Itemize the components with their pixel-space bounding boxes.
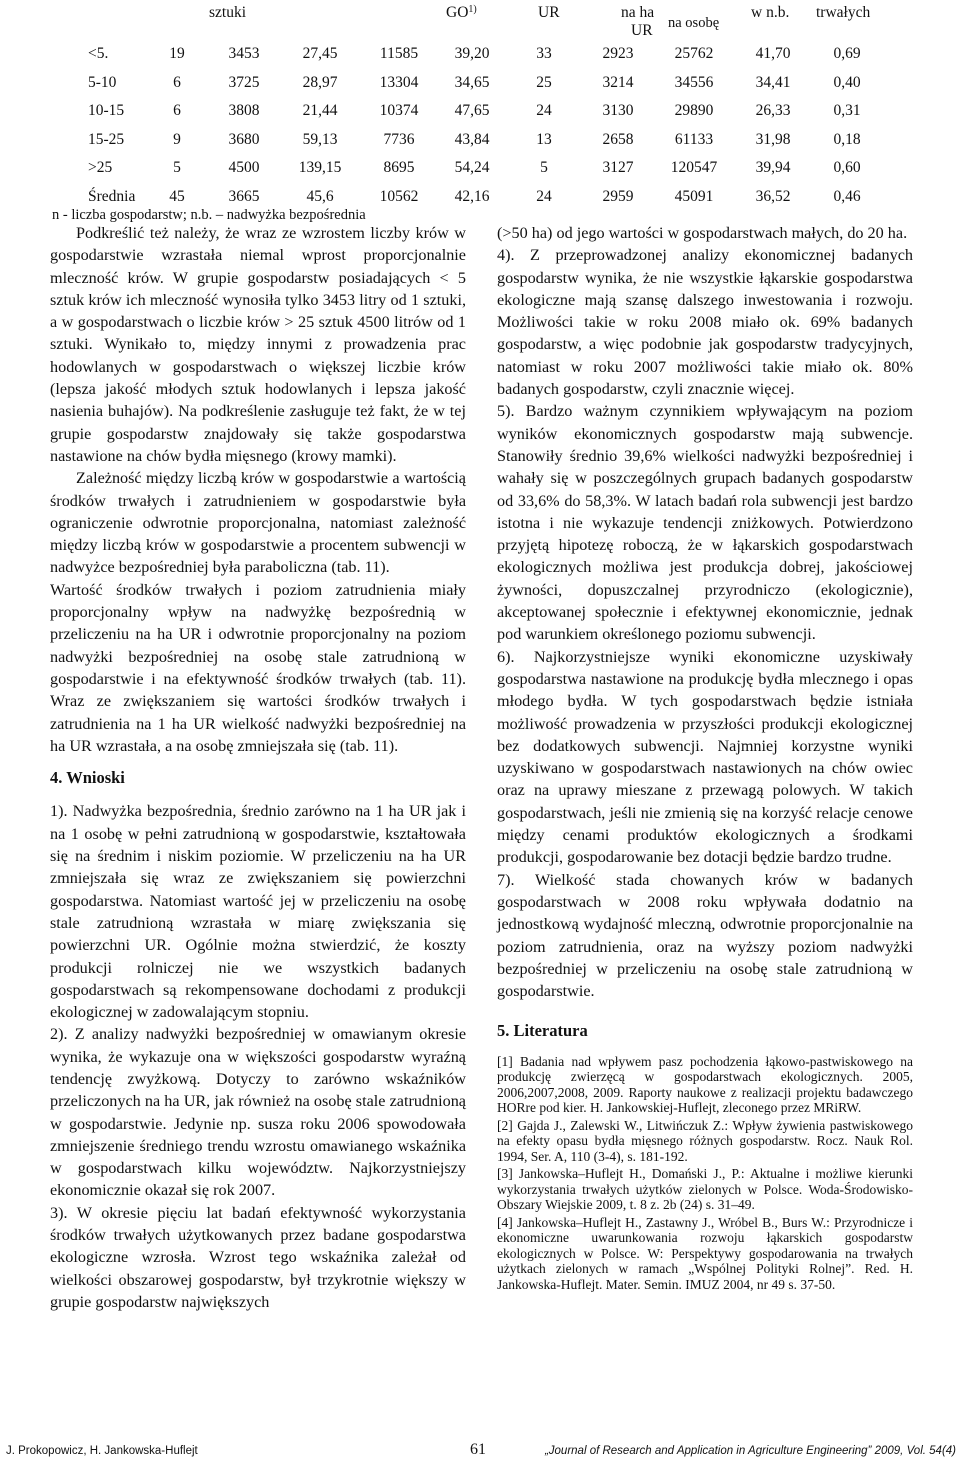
table-cell: 24 (536, 187, 552, 205)
table-cell: Średnia (88, 187, 136, 205)
table-cell: 5 (540, 159, 548, 177)
table-cell: 39,20 (454, 45, 490, 63)
table-cell: 0,69 (833, 45, 861, 63)
table-cell: 42,16 (454, 187, 490, 205)
table-cell: 0,46 (833, 187, 861, 205)
header-na-osobe: na osobę (668, 15, 720, 31)
table-cell: 3453 (228, 45, 260, 63)
table-cell: 8695 (383, 159, 415, 177)
table-cell: 45 (169, 187, 185, 205)
paragraph: Podkreślić też należy, że wraz ze wzrostem liczby krów w gospodarstwie wzrastała niemal wprost proporcjonalnie mleczność krów. W grupie gospodarstw posiadających < 5 sztuk krów ich mleczność wynosiła tylko 3453 litry od 1 sztuki, a w gospodarstwach o liczbie krów > 25 sztuk 4500 litrów od 1 sztuki. Wynikało to, między innymi z prowadzenia prac hodowlanych w gospodarstwach o większej liczbie krów (lepsza jakość młodych sztuk hodowlanych i lepsza jakość nasienia buhajów). Na podkreślenie zasługuje też fakt, że w tej grupie gospodarstw znajdowały się także gospodarstwa nastawione na chów bydła mięsnego (krowy mamki). (50, 224, 466, 465)
conclusion-item: 5). Bardzo ważnym czynnikiem wpływającym na poziom wyników ekonomicznych gospodarstw mają subwencje. Stanowiły średnio 39,6% wielkości nadwyżki bezpośredniej i wahały się w poszczególnych grupach badanych gospodarstw od 33,6% do 58,3%. W latach badań rola subwencji jest bardzo istotna i nie wykazuje tendencji zniżkowych. Potwierdzono przyjętą hipotezę roboczą, że w łąkarskich gospodarstwach ekologicznych możliwa jest produkcja dobrej, jakościowej żywności, dopuszczalnej przyrodniczo (ekologicznie), akceptowanej społecznie i efektywnej ekonomicznie, jednak pod warunkiem określonego poziomu subwencji. (497, 402, 913, 644)
reference-item: [1] Badania nad wpływem pasz pochodzenia łąkowo-pastwiskowego na produkcję zwierzęcą w gospodarstwach ekologicznych. 2005, 2006,2007,2008, 2009. Raporty naukowe z realizacji projektu badawczego HORre pod kier. H. Jankowskiej-Huflejt, zleconego przez MRiRW. (497, 1053, 913, 1116)
table-cell: 33 (536, 45, 552, 63)
table-cell: 24 (536, 102, 552, 120)
header-trwalych: trwałych (816, 4, 871, 21)
paragraph: (>50 ha) od jego wartości w gospodarstwach małych, do 20 ha. (497, 224, 908, 242)
table-row (82, 154, 882, 183)
table-cell: 41,70 (755, 45, 791, 63)
table-cell: 11585 (379, 45, 419, 63)
table-cell: 2658 (602, 130, 634, 148)
conclusion-item: 3). W okresie pięciu lat badań efektywność wykorzystania środków trwałych użytkowanych przez badane gospodarstwa ekologiczne wzrosła. Wzrost tego wskaźnika zależał od wielkości obszarowej gospodarstw, był trzykrotnie większy w grupie gospodarstw największych (50, 1203, 466, 1311)
table-cell: 0,18 (833, 130, 861, 148)
section-heading-wnioski: 4. Wnioski (50, 768, 125, 788)
table-cell: 2959 (602, 187, 634, 205)
table-cell: 0,60 (833, 159, 861, 177)
header-ur: UR (538, 4, 560, 21)
table-body (82, 40, 882, 211)
references-list (497, 1054, 913, 1293)
table-cell: 7736 (383, 130, 415, 148)
table-cell: 3725 (228, 73, 260, 91)
header-sztuki: sztuki (209, 4, 247, 21)
table-cell: >25 (88, 159, 113, 177)
table-cell: 6 (173, 102, 181, 120)
table-cell: 34,65 (454, 73, 490, 91)
table-cell: 3665 (228, 187, 260, 205)
conclusion-item: 7). Wielkość stada chowanych krów w badanych gospodarstwach w 2008 roku wpływała dodatnio na jednostkową wydajność mleczną, odwrotnie proporcjonalnie na poziom zatrudnienia, oraz na wyższy poziom nadwyżki bezpośredniej w przeliczeniu na osobę stale zatrudnioną w gospodarstwie. (497, 870, 913, 1001)
page-number: 61 (470, 1441, 486, 1458)
table-cell: 45091 (674, 187, 714, 205)
reference-item: [4] Jankowska–Huflejt H., Zastawny J., Wróbel B., Burs W.: Przyrodnicze i ekonomiczne uwarunkowania rozwoju łąkarskich gospodarstw ekologicznych w Polsce. W: Perspektywy gospodarowania na trwałych użytkach zielonych w ramach „Wspólnej Polityki Rolnej”. Red. H. Jankowska-Huflejt. Mater. Semin. IMUZ 2004, nr 49 s. 37-50. (497, 1214, 913, 1292)
header-go: GO$^{1)}$ (446, 4, 477, 21)
table-cell: 120547 (670, 159, 718, 177)
table-cell: 3808 (228, 102, 260, 120)
table-cell: 5 (173, 159, 181, 177)
header-na-ha: na ha (621, 4, 655, 21)
paragraph: Zależność między liczbą krów w gospodarstwie a wartością środków trwałych i zatrudnieniem w gospodarstwie była ograniczenie odwrotnie proporcjonalna, natomiast zależność między liczbą krów w gospodarstwie a procentem subwencji w nadwyżce bezpośredniej była paraboliczna (tab. 11). (50, 469, 466, 577)
table-cell: 3130 (602, 102, 634, 120)
table-cell: 28,97 (302, 73, 338, 91)
header-go-footnote: 1) (468, 4, 477, 15)
table-cell: 0,40 (833, 73, 861, 91)
table-cell: <5. (88, 45, 109, 63)
table-cell: 54,24 (454, 159, 490, 177)
section-heading-literatura: 5. Literatura (497, 1021, 588, 1041)
table-cell: 15-25 (88, 130, 125, 148)
conclusion-item: 6). Najkorzystniejsze wyniki ekonomiczne uzyskiwały gospodarstwa nastawione na produkcję bydła mlecznego i opas młodego bydła. W tych gospodarstwach będzie istniała możliwość prowadzenia w przyszłości produkcji ekologicznej bez dodatkowych subwencji. Najmniej korzystne wyniki uzyskiwano w gospodarstwach nastawionych na chów owiec oraz na uprawy mieszane z przewagą polowych. W takich gospodarstwach, jeśli nie zmienią się na korzyść relacje cenowe między cenami produktów ekologicznych a środkami produkcji, gospodarowanie bez dotacji będzie bardzo trudne. (497, 647, 913, 867)
table-cell: 39,94 (755, 159, 791, 177)
table-cell: 21,44 (302, 102, 338, 120)
table-cell: 36,52 (755, 187, 791, 205)
table-cell: 4500 (228, 159, 260, 177)
table-cell: 5-10 (88, 73, 117, 91)
table-cell: 59,13 (302, 130, 338, 148)
table-row (82, 126, 882, 155)
table-cell: 9 (173, 130, 181, 148)
table-cell: 3127 (602, 159, 634, 177)
table-cell: 19 (169, 45, 185, 63)
conclusion-item: 1). Nadwyżka bezpośrednia, średnio zarówno na 1 ha UR jak i na 1 osobę w pełni zatrudnioną w gospodarstwie, kształtowała się na średnim i niskim poziomie. W przeliczeniu na ha UR zmniejszała się wraz ze zwiększaniem się powierzchni gospodarstwa. Natomiast wartość jej w przeliczeniu na osobę stale zatrudnioną wzrastała w miarę zwiększania się powierzchni UR. Ogólnie można stwierdzić, że koszty produkcji rolniczej nie we wszystkich badanych gospodarstwach są rekompensowane dochodami z produkcji ekologicznej w zadowalającym stopniu. (50, 802, 466, 1022)
conclusion-item: 4). Z przeprowadzonej analizy ekonomicznej badanych gospodarstw wynika, że nie wszystkie łąkarskie gospodarstwa ekologiczne mają szansę dalszego inwestowania i rozwoju. Możliwości takie w roku 2008 miało ok. 69% badanych gospodarstw, a więc podobnie jak gospodarstw tradycyjnych, natomiast w roku 2007 możliwości takie miało ok. 80% badanych gospodarstw, czyli znacznie więcej. (497, 246, 913, 399)
table-row (82, 69, 882, 98)
table-cell: 6 (173, 73, 181, 91)
data-table (82, 40, 882, 211)
table-cell: 31,98 (755, 130, 791, 148)
table-cell: 3680 (228, 130, 260, 148)
footer-authors: J. Prokopowicz, H. Jankowska-Huflejt (6, 1445, 198, 1457)
table-cell: 61133 (674, 130, 714, 148)
header-ur-2: UR (631, 22, 653, 39)
table-cell: 43,84 (454, 130, 490, 148)
table-cell: 34556 (674, 73, 714, 91)
table-cell: 29890 (674, 102, 714, 120)
footer-journal: „Journal of Research and Application in Agriculture Engineering” 2009, Vol. 54(4) (544, 1445, 956, 1457)
table-cell: 13 (536, 130, 552, 148)
table-row (82, 40, 882, 69)
table-cell: 10562 (379, 187, 419, 205)
table-cell: 25 (536, 73, 552, 91)
conclusion-item: 2). Z analizy nadwyżki bezpośredniej w omawianym okresie wynika, że wykazuje ona w większości gospodarstw wyraźną tendencję zwyżkową. Dotyczy to zarówno wskaźników przeliczonych na ha UR, jak również na osobę stale zatrudnioną w gospodarstwie. Jedynie np. susza roku 2006 spowodowała zmniejszenie średniego trendu wzrostu omawianego wskaźnika w gospodarstwach kilku województw. Najkorzystniejszy ekonomicznie okazał się rok 2007. (50, 1025, 466, 1200)
paragraph: Wartość środków trwałych i poziom zatrudnienia miały proporcjonalny wpływ na nadwyżkę bezpośrednią w przeliczeniu na ha UR i odwrotnie proporcjonalny na poziom nadwyżki bezpośredniej na osobę stale zatrudnioną w gospodarstwie i na efektywność środków trwałych (tab. 11). Wraz ze zwiększaniem się wartości środków trwałych i zatrudnienia na 1 ha UR wielkość nadwyżki bezpośredniej na ha UR wzrastała, a na osobę zmniejszała się (tab. 11). (50, 580, 466, 755)
right-column (497, 222, 913, 1294)
table-cell: 26,33 (755, 102, 791, 120)
table-cell: 3214 (602, 73, 634, 91)
table-cell: 0,31 (833, 102, 861, 120)
table-cell: 27,45 (302, 45, 338, 63)
table-cell: 139,15 (298, 159, 342, 177)
left-column (50, 222, 466, 1313)
table-cell: 47,65 (454, 102, 490, 120)
table-cell: 25762 (674, 45, 714, 63)
table-row (82, 97, 882, 126)
table-cell: 13304 (379, 73, 419, 91)
table-note: n - liczba gospodarstw; n.b. – nadwyżka bezpośrednia (52, 207, 366, 223)
header-wnb: w n.b. (751, 4, 790, 21)
table-header (0, 0, 960, 44)
table-cell: 45,6 (306, 187, 334, 205)
table-cell: 10374 (379, 102, 419, 120)
table-cell: 10-15 (88, 102, 125, 120)
table-cell: 2923 (602, 45, 634, 63)
reference-item: [2] Gajda J., Zalewski W., Litwińczuk Z.: Wpływ żywienia pastwiskowego na efekty opasu bydła mięsnego różnych gospodarstw. Rocz. Nauk Rol. 1994, Ser. A, 110 (3-4), s. 181-192. (497, 1117, 913, 1164)
table-cell: 34,41 (755, 73, 791, 91)
reference-item: [3] Jankowska–Huflejt H., Domański J., P.: Aktualne i możliwe kierunki wykorzystania trwałych użytków zielonych w Polsce. Woda-Środowisko-Obszary Wiejskie 2009, t. 8 z. 2b (24) s. 31–49. (497, 1166, 913, 1213)
